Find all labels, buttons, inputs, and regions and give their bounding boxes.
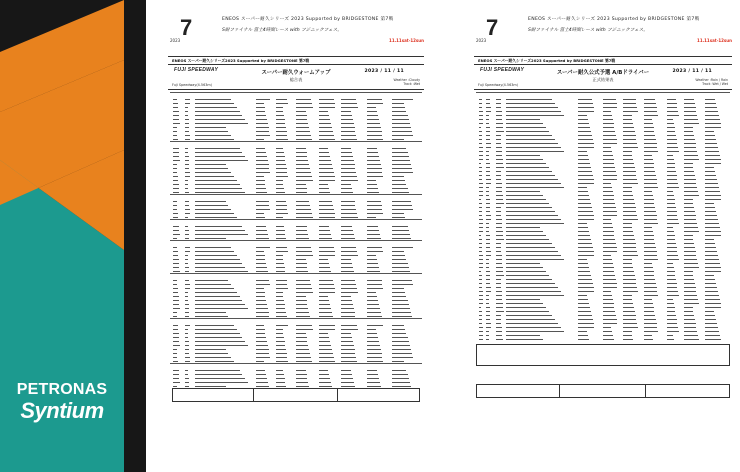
track-name: Fuji Speedway(4.563m) <box>172 83 213 87</box>
timing-sheet-warmup <box>160 0 432 472</box>
header-series: ENEOS スーパー耐久シリーズ 2023 Supported by BRIDGESTONE 第7戦 <box>528 17 700 22</box>
sponsor-banner <box>0 0 124 472</box>
track-name: Fuji Speedway(4.563m) <box>478 83 519 87</box>
divider <box>168 89 424 90</box>
page-header <box>160 10 432 50</box>
header-dates: 11.11sat-12sun <box>389 38 424 43</box>
header-series: ENEOS スーパー耐久シリーズ 2023 Supported by BRIDGESTONE 第7戦 <box>222 17 394 22</box>
table-row <box>476 337 730 341</box>
timing-sheet-qualifying <box>466 0 740 472</box>
page-header <box>466 10 740 50</box>
fuji-speedway-logo: FUJI SPEEDWAY <box>480 67 525 73</box>
round-logo: 7 2023 <box>476 15 499 43</box>
signature-box <box>172 388 420 402</box>
notes-box <box>476 344 730 366</box>
brand-name-petronas: PETRONAS <box>16 381 108 398</box>
page-subtitle: 正式結果表 <box>592 77 614 82</box>
session-date: 2023 / 11 / 11 <box>364 69 404 74</box>
divider <box>168 56 424 57</box>
header-dates: 11.11sat-12sun <box>697 38 732 43</box>
weather-info: Weather :Cloudy Track :Wet <box>393 78 420 87</box>
brand-name-syntium: Syntium <box>20 398 104 423</box>
page-subtitle: 総合表 <box>289 77 303 82</box>
divider <box>168 64 424 65</box>
divider <box>474 89 732 90</box>
weather-info: Weather :Rain / Rain Track :Wet / Wet <box>695 78 728 87</box>
header-event: S耐ファイナル 富士4時間レース with フジニックフェス。 <box>528 28 649 33</box>
signature-box <box>476 384 730 398</box>
page-title: スーパー耐久公式予選 A/Bドライバー <box>556 70 650 76</box>
results-table <box>170 92 422 388</box>
results-table <box>476 92 730 341</box>
series-line: ENEOS スーパー耐久シリーズ2023 Supported by BRIDGESTONE 第7戦 <box>172 58 310 63</box>
divider <box>474 56 732 57</box>
fuji-speedway-logo: FUJI SPEEDWAY <box>174 67 219 73</box>
session-date: 2023 / 11 / 11 <box>672 69 712 74</box>
divider <box>474 64 732 65</box>
banner-edge <box>124 0 146 472</box>
page-title: スーパー耐久ウォームアップ <box>261 70 331 76</box>
round-logo: 7 2023 <box>170 15 193 43</box>
series-line: ENEOS スーパー耐久シリーズ2023 Supported by BRIDGESTONE 第7戦 <box>478 58 616 63</box>
header-event: S耐ファイナル 富士4時間レース with フジニックフェス。 <box>222 28 343 33</box>
